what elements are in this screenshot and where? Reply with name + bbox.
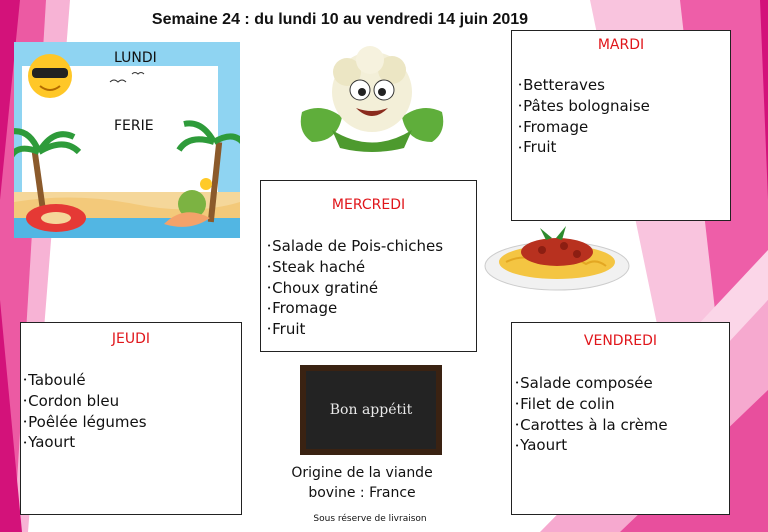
jeudi-card	[20, 322, 242, 515]
list-item: • Salade de Pois-chiches	[267, 236, 443, 257]
vendredi-menu-list	[515, 373, 668, 456]
list-item: • Yaourt	[23, 432, 147, 453]
mardi-menu-list	[518, 75, 650, 158]
jeudi-menu-list	[23, 370, 147, 453]
jeudi-day-label: JEUDI	[111, 331, 151, 347]
meat-origin-line1: Origine de la viande	[291, 465, 433, 481]
page-title: Semaine 24 : du lundi 10 au vendredi 14 juin 2019	[151, 11, 529, 28]
spaghetti-plate-image	[482, 222, 632, 294]
delivery-disclaimer: Sous réserve de livraison	[313, 514, 427, 524]
mercredi-day-label: MERCREDI	[331, 197, 406, 213]
meat-origin-line2: bovine : France	[308, 485, 416, 501]
list-item: • Fromage	[518, 117, 650, 138]
list-item: • Taboulé	[23, 370, 147, 391]
mardi-day-label: MARDI	[597, 37, 645, 53]
chalkboard-text: Bon appétit	[329, 402, 413, 418]
lundi-card	[14, 42, 240, 238]
list-item: • Betteraves	[518, 75, 650, 96]
list-item: • Fruit	[267, 319, 443, 340]
mercredi-menu-list	[267, 236, 443, 340]
meat-origin-note	[262, 463, 462, 503]
list-item: • Poêlée légumes	[23, 412, 147, 433]
beach-illustration	[14, 42, 240, 238]
cauliflower-mascot	[292, 42, 452, 152]
list-item: • Salade composée	[515, 373, 668, 394]
list-item: • Fruit	[518, 137, 650, 158]
list-item: • Carottes à la crème	[515, 415, 668, 436]
list-item: • Pâtes bolognaise	[518, 96, 650, 117]
list-item: • Filet de colin	[515, 394, 668, 415]
mardi-card	[511, 30, 731, 221]
vendredi-card	[511, 322, 730, 515]
list-item: • Choux gratiné	[267, 278, 443, 299]
list-item: • Yaourt	[515, 435, 668, 456]
lundi-status: FERIE	[114, 118, 154, 134]
chalkboard	[300, 365, 442, 455]
list-item: • Fromage	[267, 298, 443, 319]
list-item: • Cordon bleu	[23, 391, 147, 412]
list-item: • Steak haché	[267, 257, 443, 278]
mercredi-card	[260, 180, 477, 352]
vendredi-day-label: VENDREDI	[583, 333, 658, 349]
lundi-day-label: LUNDI	[114, 50, 157, 66]
